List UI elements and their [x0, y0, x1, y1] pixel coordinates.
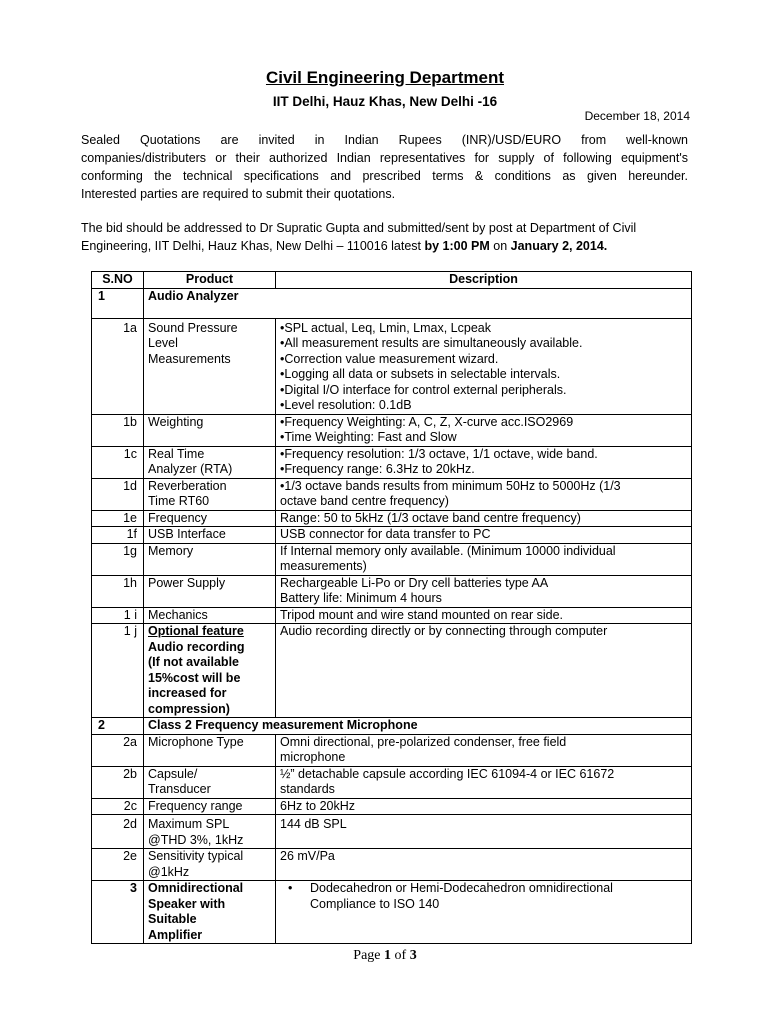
table-header-row: [92, 272, 692, 289]
bullet-icon: •: [288, 881, 293, 895]
bid-line: [81, 237, 688, 255]
product-line: Real Time: [148, 446, 205, 461]
product-line: Reverberation: [148, 478, 227, 493]
product-line: Level: [148, 336, 178, 350]
product-line: Omnidirectional: [148, 881, 244, 895]
row-sno: 1a: [92, 318, 144, 414]
row-sno: 1f: [92, 527, 144, 544]
row-sno: 2c: [92, 798, 144, 815]
intro-line: Interested parties are required to submit their quotations.: [81, 187, 396, 201]
table-row: [92, 478, 692, 510]
description-line: •Time Weighting: Fast and Slow: [280, 430, 457, 444]
document-date: December 18, 2014: [584, 109, 690, 123]
product-line: increased for: [148, 686, 227, 700]
row-product: [144, 734, 276, 766]
row-description: [276, 849, 692, 881]
description-line: 144 dB SPL: [280, 817, 347, 831]
section-title: Class 2 Frequency measurement Microphone: [144, 718, 692, 735]
row-description: [276, 815, 692, 849]
table-row: [92, 766, 692, 798]
row-description: [276, 478, 692, 510]
row-sno: 1b: [92, 414, 144, 446]
intro-line: companies/distributers or their authorized Indian representatives for supply of following equipment's: [81, 151, 688, 165]
page-footer: [0, 948, 770, 964]
description-line: •All measurement results are simultaneously available.: [280, 336, 583, 350]
row-description: [276, 527, 692, 544]
description-line: Audio recording directly or by connecting through computer: [280, 624, 608, 638]
description-line: standards: [280, 782, 335, 796]
table-row: [92, 414, 692, 446]
product-line: Frequency range: [148, 798, 243, 813]
header-product: Product: [144, 272, 276, 289]
product-line: Frequency: [148, 510, 208, 525]
description-line: octave band centre frequency): [280, 494, 449, 508]
row-description: [276, 414, 692, 446]
intro-line: conforming the technical specifications and prescribed terms & conditions as given hereunder.: [81, 169, 688, 183]
description-line: •1/3 octave bands results from minimum 50Hz to 5000Hz (1/3: [280, 478, 621, 493]
page-of-label: of: [391, 948, 410, 963]
product-line: Weighting: [148, 414, 204, 429]
description-line: 6Hz to 20kHz: [280, 798, 356, 813]
description-line: Tripod mount and wire stand mounted on rear side.: [280, 607, 564, 622]
row-product: [144, 881, 276, 944]
table-body: [92, 288, 692, 944]
row-description: [276, 881, 692, 944]
product-line: Audio recording: [148, 639, 245, 654]
page-total: 3: [409, 948, 417, 963]
row-product: [144, 288, 692, 318]
intro-line: Sealed Quotations are invited in Indian Rupees (INR)/USD/EURO from well-known: [81, 133, 688, 147]
description-line: USB connector for data transfer to PC: [280, 527, 491, 541]
table-row: [92, 849, 692, 881]
table-row: [92, 607, 692, 624]
product-line: Analyzer (RTA): [148, 462, 233, 476]
description-line: If Internal memory only available. (Minimum 10000 individual: [280, 543, 616, 558]
description-line: •SPL actual, Leq, Lmin, Lmax, Lcpeak: [280, 320, 491, 335]
bid-deadline-time: by 1:00 PM: [424, 239, 490, 253]
row-sno: 1c: [92, 446, 144, 478]
table-row: [92, 527, 692, 544]
description-line: ½” detachable capsule according IEC 61094-4 or IEC 61672: [280, 766, 615, 781]
product-line: Sound Pressure: [148, 320, 238, 335]
product-line: Microphone Type: [148, 734, 244, 749]
product-line: compression): [148, 701, 230, 716]
row-description: [276, 624, 692, 718]
row-sno: 2e: [92, 849, 144, 881]
product-line: (If not available: [148, 655, 239, 669]
row-description: [276, 798, 692, 815]
row-product: [144, 815, 276, 849]
description-line: measurements): [280, 559, 367, 573]
description-line: Dodecahedron or Hemi-Dodecahedron omnidirectional: [310, 881, 613, 895]
row-sno: 1 j: [92, 624, 144, 718]
table-row: [92, 575, 692, 607]
product-line: Sensitivity typical: [148, 849, 244, 863]
table-row: [92, 543, 692, 575]
description-line: Rechargeable Li-Po or Dry cell batteries type AA: [280, 575, 549, 590]
table-row: [92, 798, 692, 815]
row-product: [144, 607, 276, 624]
product-line: Memory: [148, 543, 194, 558]
product-line: Transducer: [148, 782, 211, 796]
description-line: 26 mV/Pa: [280, 849, 335, 863]
product-line: Maximum SPL: [148, 817, 230, 831]
description-line: •Correction value measurement wizard.: [280, 351, 499, 366]
row-description: [276, 510, 692, 527]
table-row: [92, 881, 692, 944]
row-sno: 2a: [92, 734, 144, 766]
product-line: Power Supply: [148, 575, 226, 590]
row-product: [144, 624, 276, 718]
row-product: [144, 478, 276, 510]
page-subtitle: IIT Delhi, Hauz Khas, New Delhi -16: [272, 94, 498, 109]
row-sno: 1: [92, 288, 144, 318]
page-label: Page: [353, 948, 385, 963]
row-product: [144, 527, 276, 544]
table-row: [92, 734, 692, 766]
table-row: [92, 815, 692, 849]
row-product: [144, 849, 276, 881]
description-line: microphone: [280, 750, 346, 764]
bid-deadline-date: January 2, 2014.: [510, 239, 608, 253]
description-line: Range: 50 to 5kHz (1/3 octave band centre frequency): [280, 510, 581, 525]
row-sno: 1e: [92, 510, 144, 527]
bid-text: Engineering, IIT Delhi, Hauz Khas, New Delhi – 110016 latest: [81, 239, 425, 253]
row-sno: 1g: [92, 543, 144, 575]
table-row: [92, 510, 692, 527]
row-product: [144, 766, 276, 798]
row-description: [276, 318, 692, 414]
row-sno: 2d: [92, 815, 144, 849]
bid-paragraph: [81, 219, 688, 255]
row-sno: 1h: [92, 575, 144, 607]
row-description: [276, 575, 692, 607]
product-line: Measurements: [148, 351, 231, 366]
row-sno: 1 i: [92, 607, 144, 624]
description-line: •Frequency resolution: 1/3 octave, 1/1 octave, wide band.: [280, 446, 598, 461]
description-line: •Level resolution: 0.1dB: [280, 398, 412, 412]
row-sno: 2b: [92, 766, 144, 798]
description-line: •Frequency Weighting: A, C, Z, X-curve acc.ISO2969: [280, 414, 574, 429]
bid-line: The bid should be addressed to Dr Supratic Gupta and submitted/sent by post at Department of Civil: [81, 221, 637, 235]
header-sno: S.NO: [92, 272, 144, 289]
table-row: [92, 718, 692, 735]
row-description: [276, 607, 692, 624]
header-description: Description: [276, 272, 692, 289]
product-line: Suitable: [148, 912, 197, 926]
product-line: 15%cost will be: [148, 670, 241, 685]
row-product: [144, 798, 276, 815]
description-line: •Logging all data or subsets in selectable intervals.: [280, 367, 561, 381]
product-line: Optional feature: [148, 624, 244, 638]
row-product: [144, 575, 276, 607]
product-line: USB Interface: [148, 527, 226, 541]
description-line: •Digital I/O interface for control external peripherals.: [280, 382, 567, 397]
row-product: [144, 446, 276, 478]
table-row: [92, 624, 692, 718]
product-line: Capsule/: [148, 766, 198, 781]
description-line: Compliance to ISO 140: [310, 896, 440, 911]
row-product: [144, 510, 276, 527]
row-product: [144, 414, 276, 446]
page-title: Civil Engineering Department: [265, 68, 505, 87]
intro-paragraph: [81, 131, 688, 203]
product-line: Speaker with: [148, 896, 226, 911]
row-description: [276, 734, 692, 766]
row-product: [144, 543, 276, 575]
bid-text: on: [489, 239, 511, 253]
row-sno: 2: [92, 718, 144, 735]
product-line: Time RT60: [148, 494, 210, 508]
description-line: Omni directional, pre-polarized condenser, free field: [280, 734, 567, 749]
product-line: @1kHz: [148, 864, 190, 879]
description-line: •Frequency range: 6.3Hz to 20kHz.: [280, 462, 475, 476]
page-number: 1: [384, 948, 392, 963]
product-line: @THD 3%, 1kHz: [148, 832, 244, 847]
row-sno: 3: [92, 881, 144, 944]
row-product: [144, 318, 276, 414]
description-line: Battery life: Minimum 4 hours: [280, 591, 442, 605]
product-line: Mechanics: [148, 607, 208, 622]
product-line: Amplifier: [148, 927, 203, 942]
row-description: [276, 766, 692, 798]
row-description: [276, 543, 692, 575]
equipment-table: [91, 271, 692, 944]
product-line: Audio Analyzer: [148, 288, 239, 303]
table-row: [92, 318, 692, 414]
row-sno: 1d: [92, 478, 144, 510]
table-row: [92, 288, 692, 318]
table-row: [92, 446, 692, 478]
row-description: [276, 446, 692, 478]
